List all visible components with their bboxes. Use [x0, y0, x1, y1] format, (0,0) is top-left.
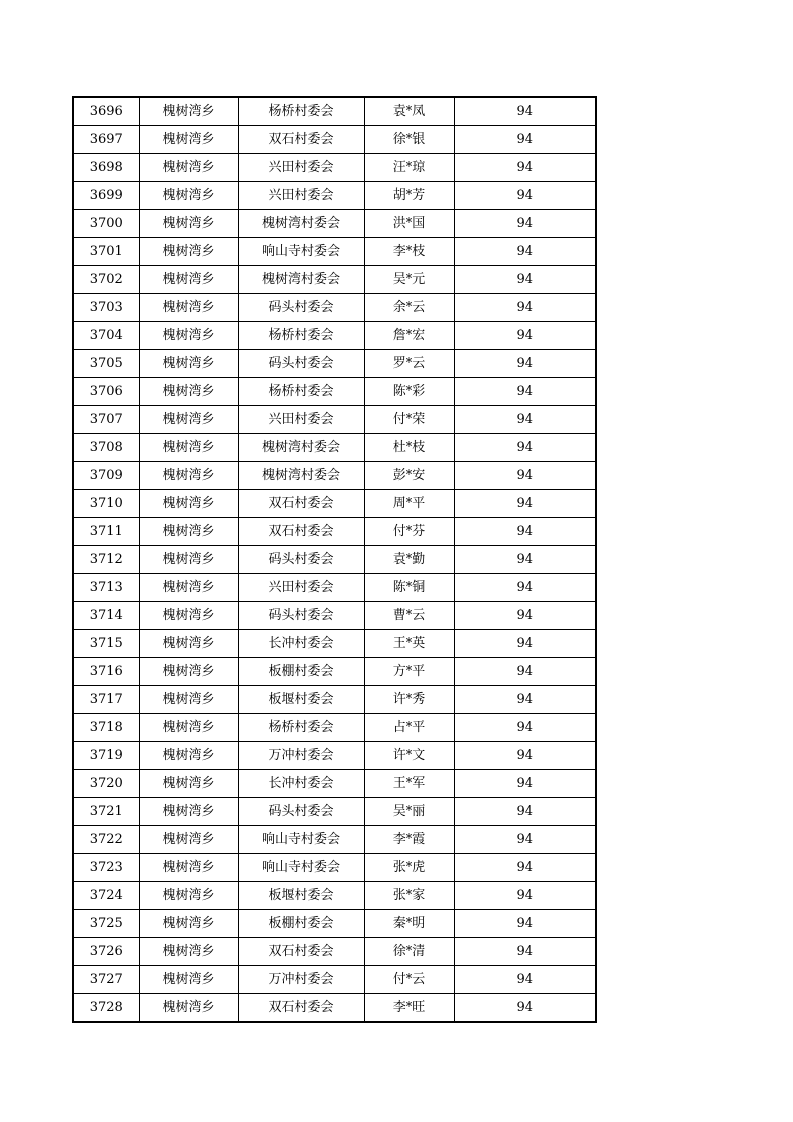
village-committee-cell: 码头村委会: [238, 602, 364, 630]
village-committee-cell: 码头村委会: [238, 798, 364, 826]
township-cell: 槐树湾乡: [139, 182, 238, 210]
row-number-cell: 3704: [73, 322, 139, 350]
table-row: [73, 294, 596, 322]
township-cell: 槐树湾乡: [139, 714, 238, 742]
township-cell: 槐树湾乡: [139, 854, 238, 882]
person-name-cell: 李*枝: [364, 238, 454, 266]
township-cell: 槐树湾乡: [139, 770, 238, 798]
row-number-cell: 3707: [73, 406, 139, 434]
row-number-cell: 3718: [73, 714, 139, 742]
score-cell: 94: [454, 406, 596, 434]
township-cell: 槐树湾乡: [139, 126, 238, 154]
score-cell: 94: [454, 882, 596, 910]
score-cell: 94: [454, 966, 596, 994]
township-cell: 槐树湾乡: [139, 266, 238, 294]
row-number-cell: 3722: [73, 826, 139, 854]
row-number-cell: 3720: [73, 770, 139, 798]
township-cell: 槐树湾乡: [139, 966, 238, 994]
table-row: [73, 574, 596, 602]
village-committee-cell: 槐树湾村委会: [238, 210, 364, 238]
table-row: [73, 546, 596, 574]
row-number-cell: 3716: [73, 658, 139, 686]
village-committee-cell: 板棚村委会: [238, 658, 364, 686]
township-cell: 槐树湾乡: [139, 798, 238, 826]
table-row: [73, 994, 596, 1023]
row-number-cell: 3721: [73, 798, 139, 826]
table-row: [73, 966, 596, 994]
village-committee-cell: 响山寺村委会: [238, 238, 364, 266]
score-cell: 94: [454, 518, 596, 546]
village-committee-cell: 兴田村委会: [238, 154, 364, 182]
person-name-cell: 许*文: [364, 742, 454, 770]
row-number-cell: 3699: [73, 182, 139, 210]
person-name-cell: 袁*凤: [364, 97, 454, 126]
person-name-cell: 周*平: [364, 490, 454, 518]
table-row: [73, 910, 596, 938]
table-row: [73, 742, 596, 770]
row-number-cell: 3727: [73, 966, 139, 994]
score-cell: 94: [454, 798, 596, 826]
table-row: [73, 406, 596, 434]
township-cell: 槐树湾乡: [139, 630, 238, 658]
township-cell: 槐树湾乡: [139, 350, 238, 378]
person-name-cell: 方*平: [364, 658, 454, 686]
row-number-cell: 3696: [73, 97, 139, 126]
row-number-cell: 3706: [73, 378, 139, 406]
township-cell: 槐树湾乡: [139, 434, 238, 462]
village-committee-cell: 杨桥村委会: [238, 714, 364, 742]
township-cell: 槐树湾乡: [139, 938, 238, 966]
village-committee-cell: 槐树湾村委会: [238, 434, 364, 462]
table-row: [73, 182, 596, 210]
table-row: [73, 770, 596, 798]
table-row: [73, 322, 596, 350]
row-number-cell: 3713: [73, 574, 139, 602]
person-name-cell: 吴*丽: [364, 798, 454, 826]
village-committee-cell: 响山寺村委会: [238, 826, 364, 854]
row-number-cell: 3702: [73, 266, 139, 294]
village-committee-cell: 双石村委会: [238, 126, 364, 154]
person-name-cell: 杜*枝: [364, 434, 454, 462]
score-cell: 94: [454, 826, 596, 854]
score-cell: 94: [454, 182, 596, 210]
row-number-cell: 3715: [73, 630, 139, 658]
table-row: [73, 210, 596, 238]
score-cell: 94: [454, 686, 596, 714]
score-cell: 94: [454, 658, 596, 686]
township-cell: 槐树湾乡: [139, 602, 238, 630]
row-number-cell: 3719: [73, 742, 139, 770]
village-committee-cell: 双石村委会: [238, 994, 364, 1023]
person-name-cell: 彭*安: [364, 462, 454, 490]
row-number-cell: 3710: [73, 490, 139, 518]
score-cell: 94: [454, 97, 596, 126]
row-number-cell: 3723: [73, 854, 139, 882]
village-committee-cell: 码头村委会: [238, 350, 364, 378]
village-committee-cell: 杨桥村委会: [238, 97, 364, 126]
table-row: [73, 798, 596, 826]
score-cell: 94: [454, 742, 596, 770]
table-row: [73, 238, 596, 266]
score-cell: 94: [454, 210, 596, 238]
township-cell: 槐树湾乡: [139, 546, 238, 574]
township-cell: 槐树湾乡: [139, 210, 238, 238]
table-row: [73, 378, 596, 406]
table-row: [73, 490, 596, 518]
village-committee-cell: 双石村委会: [238, 490, 364, 518]
row-number-cell: 3698: [73, 154, 139, 182]
village-committee-cell: 板堰村委会: [238, 882, 364, 910]
township-cell: 槐树湾乡: [139, 97, 238, 126]
row-number-cell: 3709: [73, 462, 139, 490]
score-cell: 94: [454, 602, 596, 630]
person-name-cell: 陈*铜: [364, 574, 454, 602]
table-row: [73, 154, 596, 182]
row-number-cell: 3711: [73, 518, 139, 546]
village-committee-cell: 长冲村委会: [238, 770, 364, 798]
village-committee-cell: 长冲村委会: [238, 630, 364, 658]
person-name-cell: 付*荣: [364, 406, 454, 434]
person-name-cell: 秦*明: [364, 910, 454, 938]
data-table: [72, 96, 597, 1023]
table-row: [73, 602, 596, 630]
table-row: [73, 714, 596, 742]
village-committee-cell: 槐树湾村委会: [238, 462, 364, 490]
village-committee-cell: 板棚村委会: [238, 910, 364, 938]
township-cell: 槐树湾乡: [139, 742, 238, 770]
row-number-cell: 3714: [73, 602, 139, 630]
village-committee-cell: 码头村委会: [238, 294, 364, 322]
village-committee-cell: 响山寺村委会: [238, 854, 364, 882]
township-cell: 槐树湾乡: [139, 826, 238, 854]
score-cell: 94: [454, 994, 596, 1023]
township-cell: 槐树湾乡: [139, 574, 238, 602]
score-cell: 94: [454, 154, 596, 182]
person-name-cell: 李*霞: [364, 826, 454, 854]
row-number-cell: 3717: [73, 686, 139, 714]
score-cell: 94: [454, 378, 596, 406]
township-cell: 槐树湾乡: [139, 686, 238, 714]
table-row: [73, 686, 596, 714]
row-number-cell: 3697: [73, 126, 139, 154]
score-cell: 94: [454, 546, 596, 574]
row-number-cell: 3700: [73, 210, 139, 238]
village-committee-cell: 兴田村委会: [238, 182, 364, 210]
person-name-cell: 许*秀: [364, 686, 454, 714]
person-name-cell: 张*虎: [364, 854, 454, 882]
person-name-cell: 徐*清: [364, 938, 454, 966]
township-cell: 槐树湾乡: [139, 658, 238, 686]
person-name-cell: 曹*云: [364, 602, 454, 630]
person-name-cell: 胡*芳: [364, 182, 454, 210]
score-cell: 94: [454, 854, 596, 882]
village-committee-cell: 万冲村委会: [238, 966, 364, 994]
table-row: [73, 350, 596, 378]
township-cell: 槐树湾乡: [139, 518, 238, 546]
person-name-cell: 徐*银: [364, 126, 454, 154]
village-committee-cell: 兴田村委会: [238, 574, 364, 602]
score-cell: 94: [454, 770, 596, 798]
table-row: [73, 97, 596, 126]
table-row: [73, 518, 596, 546]
row-number-cell: 3705: [73, 350, 139, 378]
township-cell: 槐树湾乡: [139, 294, 238, 322]
person-name-cell: 陈*彩: [364, 378, 454, 406]
score-cell: 94: [454, 434, 596, 462]
row-number-cell: 3724: [73, 882, 139, 910]
row-number-cell: 3701: [73, 238, 139, 266]
person-name-cell: 洪*国: [364, 210, 454, 238]
person-name-cell: 王*军: [364, 770, 454, 798]
table-row: [73, 462, 596, 490]
table-row: [73, 126, 596, 154]
township-cell: 槐树湾乡: [139, 994, 238, 1023]
township-cell: 槐树湾乡: [139, 910, 238, 938]
table-row: [73, 630, 596, 658]
village-committee-cell: 杨桥村委会: [238, 322, 364, 350]
person-name-cell: 袁*勤: [364, 546, 454, 574]
person-name-cell: 吴*元: [364, 266, 454, 294]
table-row: [73, 854, 596, 882]
person-name-cell: 罗*云: [364, 350, 454, 378]
score-cell: 94: [454, 574, 596, 602]
table-body: [73, 97, 596, 1022]
table-row: [73, 882, 596, 910]
table-row: [73, 938, 596, 966]
score-cell: 94: [454, 938, 596, 966]
village-committee-cell: 兴田村委会: [238, 406, 364, 434]
score-cell: 94: [454, 350, 596, 378]
person-name-cell: 詹*宏: [364, 322, 454, 350]
score-cell: 94: [454, 714, 596, 742]
village-committee-cell: 双石村委会: [238, 938, 364, 966]
score-cell: 94: [454, 238, 596, 266]
township-cell: 槐树湾乡: [139, 882, 238, 910]
person-name-cell: 余*云: [364, 294, 454, 322]
table-row: [73, 658, 596, 686]
township-cell: 槐树湾乡: [139, 322, 238, 350]
village-committee-cell: 槐树湾村委会: [238, 266, 364, 294]
row-number-cell: 3703: [73, 294, 139, 322]
village-committee-cell: 双石村委会: [238, 518, 364, 546]
township-cell: 槐树湾乡: [139, 154, 238, 182]
row-number-cell: 3725: [73, 910, 139, 938]
township-cell: 槐树湾乡: [139, 238, 238, 266]
score-cell: 94: [454, 462, 596, 490]
township-cell: 槐树湾乡: [139, 490, 238, 518]
township-cell: 槐树湾乡: [139, 406, 238, 434]
score-cell: 94: [454, 266, 596, 294]
row-number-cell: 3712: [73, 546, 139, 574]
village-committee-cell: 板堰村委会: [238, 686, 364, 714]
score-cell: 94: [454, 322, 596, 350]
score-cell: 94: [454, 294, 596, 322]
row-number-cell: 3708: [73, 434, 139, 462]
table-row: [73, 266, 596, 294]
score-cell: 94: [454, 910, 596, 938]
person-name-cell: 汪*琼: [364, 154, 454, 182]
village-committee-cell: 万冲村委会: [238, 742, 364, 770]
township-cell: 槐树湾乡: [139, 462, 238, 490]
village-committee-cell: 码头村委会: [238, 546, 364, 574]
person-name-cell: 占*平: [364, 714, 454, 742]
person-name-cell: 张*家: [364, 882, 454, 910]
person-name-cell: 付*云: [364, 966, 454, 994]
person-name-cell: 李*旺: [364, 994, 454, 1023]
village-committee-cell: 杨桥村委会: [238, 378, 364, 406]
score-cell: 94: [454, 126, 596, 154]
person-name-cell: 付*芬: [364, 518, 454, 546]
table-row: [73, 826, 596, 854]
township-cell: 槐树湾乡: [139, 378, 238, 406]
row-number-cell: 3728: [73, 994, 139, 1023]
row-number-cell: 3726: [73, 938, 139, 966]
score-cell: 94: [454, 630, 596, 658]
person-name-cell: 王*英: [364, 630, 454, 658]
table-row: [73, 434, 596, 462]
score-cell: 94: [454, 490, 596, 518]
